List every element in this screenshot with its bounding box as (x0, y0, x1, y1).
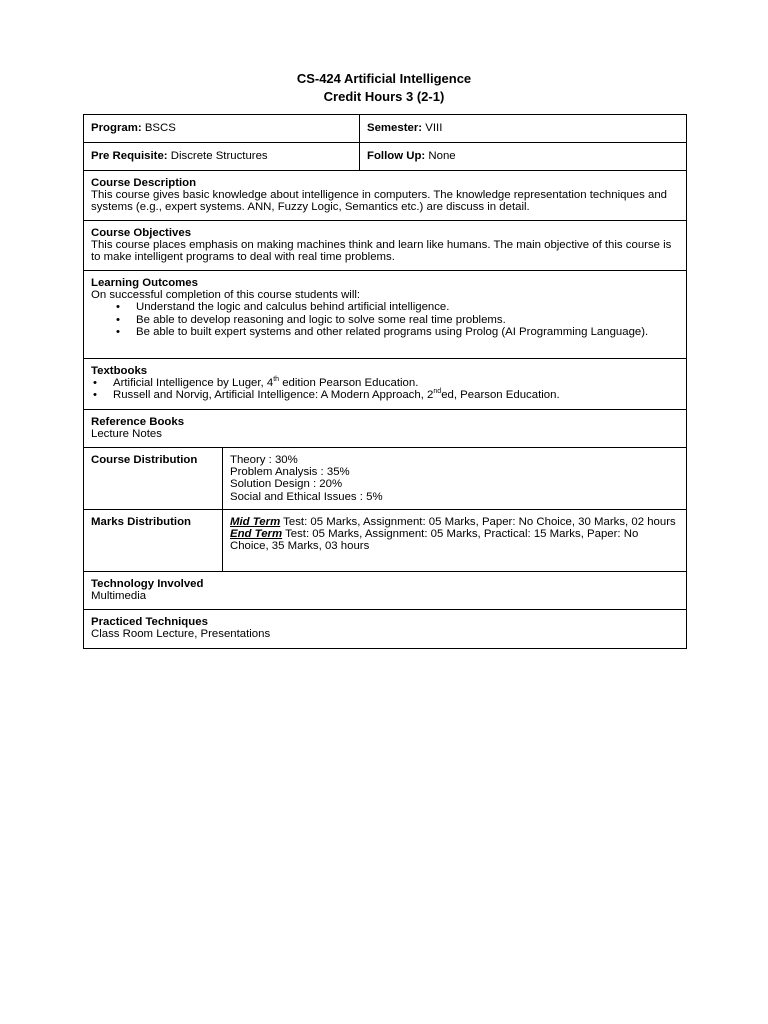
program-cell (84, 115, 360, 143)
follow-up-label: Follow Up: (367, 150, 426, 162)
textbook-1-edition-suffix: th (273, 376, 280, 384)
technology-involved-row (84, 572, 687, 610)
reference-books-row (84, 410, 687, 448)
course-description-cell (84, 171, 687, 221)
textbook-2-publisher: ed, Pearson Education. (441, 389, 560, 402)
end-term-text: Test: 05 Marks, Assignment: 05 Marks, Practical: 15 Marks, Paper: No Choice, 35 Marks, 03 hours (230, 528, 639, 553)
reference-books-heading: Reference Books (91, 416, 185, 428)
course-objectives-cell (84, 221, 687, 271)
course-distribution-label: Course Distribution (84, 448, 223, 510)
mid-term-label: Mid Term (230, 516, 281, 528)
course-distribution-item: Theory : 30% (230, 454, 298, 466)
reference-books-text: Lecture Notes (91, 428, 162, 441)
follow-up-value: None (428, 150, 456, 162)
textbook-2-text: Russell and Norvig, Artificial Intelligence: A Modern Approach, 2 (113, 389, 434, 402)
course-distribution-cell (223, 448, 687, 510)
prerequisite-row (84, 143, 687, 171)
textbooks-row (84, 359, 687, 410)
list-item: • Understand the logic and calculus behind artificial intelligence. (136, 301, 679, 313)
program-value: BSCS (144, 122, 176, 134)
textbooks-heading: Textbooks (91, 365, 148, 377)
list-item: • Be able to built expert systems and other related programs using Prolog (AI Programming Language). (136, 326, 679, 338)
textbooks-cell (84, 359, 687, 410)
course-title: CS-424 Artificial Intelligence (296, 71, 472, 86)
course-objectives-heading: Course Objectives (91, 227, 192, 239)
learning-outcomes-row (84, 271, 687, 359)
prerequisite-cell (84, 143, 360, 171)
practiced-techniques-text: Class Room Lecture, Presentations (91, 628, 271, 641)
course-distribution-row (84, 448, 687, 510)
textbook-1-publisher: edition Pearson Education. (279, 377, 419, 390)
technology-involved-heading: Technology Involved (91, 578, 204, 590)
course-distribution-item: Social and Ethical Issues : 5% (230, 490, 383, 503)
list-item (113, 377, 679, 389)
semester-value: VIII (425, 122, 443, 134)
practiced-techniques-heading: Practiced Techniques (91, 616, 208, 628)
practiced-techniques-row (84, 610, 687, 649)
course-description-row (84, 171, 687, 221)
reference-books-cell (84, 410, 687, 448)
list-item: • Be able to develop reasoning and logic to solve some real time problems. (136, 314, 679, 326)
textbooks-list (91, 377, 679, 401)
course-objectives-row (84, 221, 687, 271)
course-objectives-text: This course places emphasis on making machines think and learn like humans. The main objective of this course is to make intelligent programs to deal with real time problems. (91, 239, 672, 264)
mid-term-line (230, 516, 679, 528)
semester-cell (360, 115, 687, 143)
semester-label: Semester: (367, 122, 423, 134)
technology-involved-text: Multimedia (91, 590, 147, 603)
program-label: Program: (91, 122, 142, 134)
marks-distribution-label: Marks Distribution (84, 510, 223, 572)
syllabus-table (83, 114, 687, 649)
course-description-text: This course gives basic knowledge about intelligence in computers. The knowledge representation techniques and systems (e.g., expert systems. ANN, Fuzzy Logic, Semantics etc.) are discuss in detail. (91, 189, 668, 214)
textbook-2-edition-suffix: nd (433, 388, 442, 396)
prerequisite-label: Pre Requisite: (91, 150, 168, 162)
learning-outcomes-list (91, 301, 679, 338)
prerequisite-value: Discrete Structures (170, 150, 268, 162)
learning-outcomes-heading: Learning Outcomes (91, 277, 198, 289)
program-row (84, 115, 687, 143)
follow-up-cell (360, 143, 687, 171)
learning-outcomes-cell (84, 271, 687, 359)
practiced-techniques-cell (84, 610, 687, 649)
course-description-heading: Course Description (91, 177, 197, 189)
learning-outcomes-intro: On successful completion of this course students will: (91, 289, 361, 302)
course-distribution-item: Solution Design : 20% (230, 478, 343, 491)
course-distribution-item: Problem Analysis : 35% (230, 466, 350, 479)
marks-distribution-cell (223, 510, 687, 572)
end-term-label: End Term (230, 528, 283, 541)
textbook-1-text: Artificial Intelligence by Luger, 4 (113, 377, 274, 390)
end-term-line (230, 528, 679, 552)
technology-involved-cell (84, 572, 687, 610)
list-item (113, 389, 679, 401)
credit-hours: Credit Hours 3 (2-1) (323, 89, 445, 104)
marks-distribution-row (84, 510, 687, 572)
mid-term-text: Test: 05 Marks, Assignment: 05 Marks, Paper: No Choice, 30 Marks, 02 hours (280, 516, 676, 528)
